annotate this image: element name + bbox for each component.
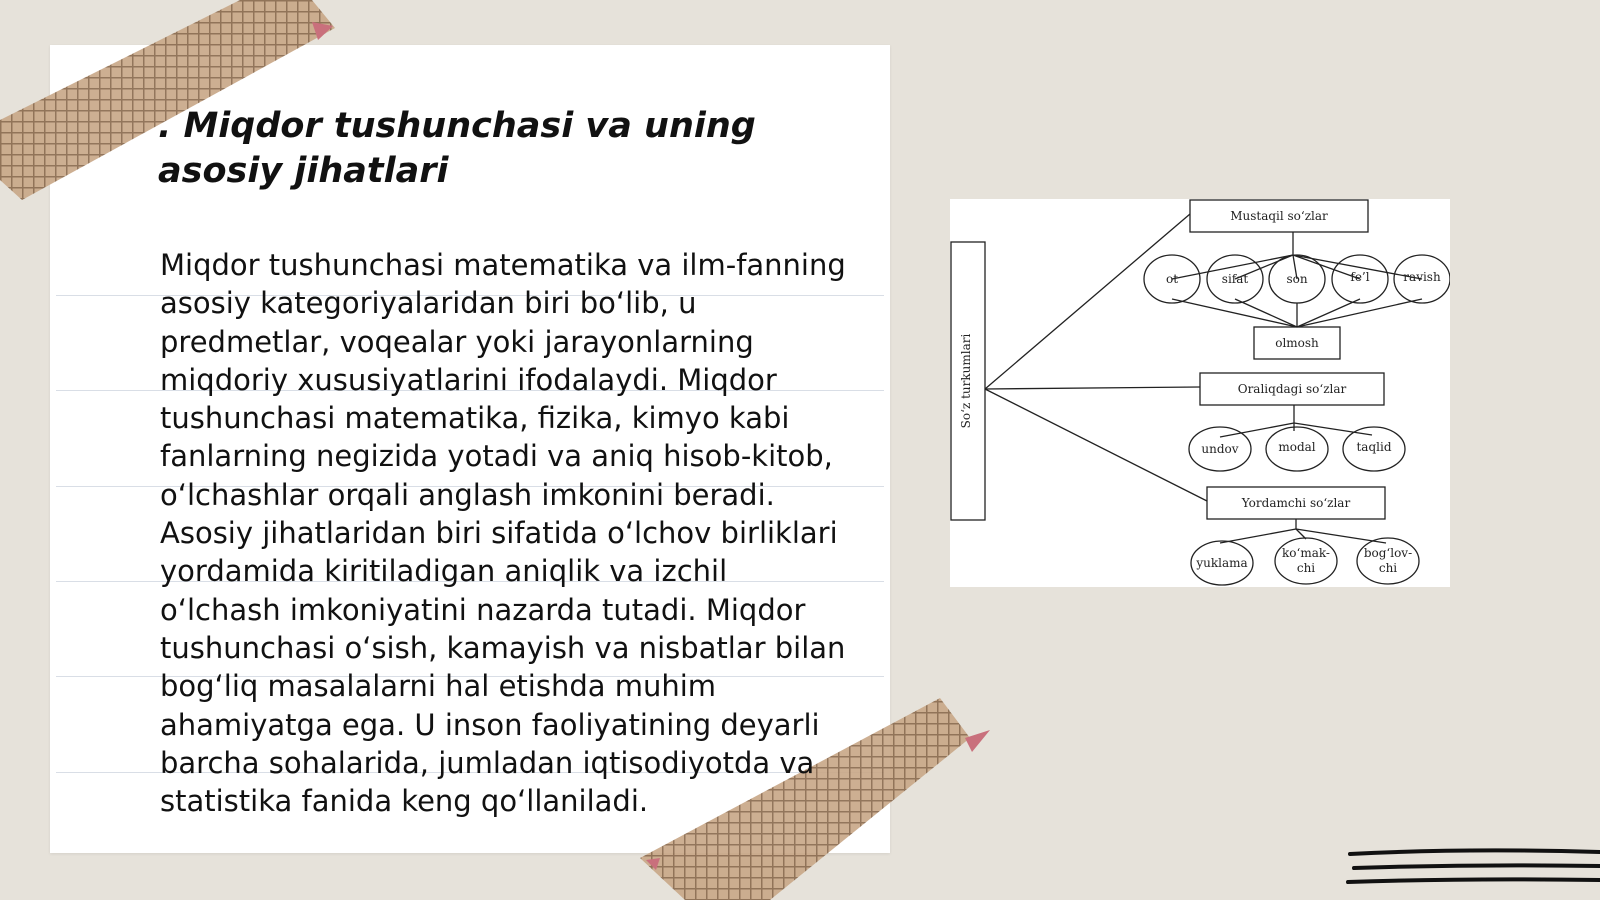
item-son-label: son — [1286, 272, 1308, 286]
item-komakchi-label-line2: chi — [1296, 561, 1316, 575]
item-taqlid-label: taqlid — [1356, 440, 1392, 454]
item-modal-label: modal — [1278, 440, 1316, 454]
item-ravish-label: ravish — [1403, 270, 1441, 284]
item-olmosh-label: olmosh — [1275, 336, 1319, 350]
slide-title: . Miqdor tushunchasi va uning asosiy jihatlari — [158, 106, 756, 191]
yordamchi-label: Yordamchi so‘zlar — [1241, 496, 1351, 510]
oraliq-label: Oraliqdagi so‘zlar — [1237, 382, 1347, 396]
item-boglovchi-label-line1: bog‘lov- — [1363, 546, 1413, 560]
word-classes-diagram — [950, 199, 1450, 587]
mustaqil-label: Mustaqil so‘zlar — [1230, 209, 1328, 223]
item-fel-label: fe’l — [1350, 270, 1370, 284]
brush-stroke-decoration — [1346, 846, 1600, 892]
item-ot-label: ot — [1165, 272, 1179, 286]
item-yuklama-label: yuklama — [1196, 556, 1248, 570]
diagram-canvas — [950, 199, 1450, 587]
slide-body-text: Miqdor tushunchasi matematika va ilm-fanning asosiy kategoriyalaridan biri bo‘lib, u predmetlar, voqealar yoki jarayonlarning miqdoriy xususiyatlarini ifodalaydi. Miqdor tushunchasi matematika, fizika, kimyo kabi fanlarning negizida yotadi va aniq hisob-kitob, o‘lchashlar orqali anglash imkonini beradi. Asosiy jihatlaridan biri sifatida o‘lchov birliklari yordamida kiritiladigan aniqlik va izchil o‘lchash imkoniyatini nazarda tutadi. Miqdor tushunchasi o‘sish, kamayish va nisbatlar bilan bog‘liq masalalarni hal etishda muhim ahamiyatga ega. U inson faoliyatining deyarli barcha sohalarida, jumladan iqtisodiyotda va statistika fanida keng qo‘llaniladi. — [160, 248, 846, 819]
item-undov-label: undov — [1201, 442, 1239, 456]
item-komakchi-label-line1: ko‘mak- — [1282, 546, 1330, 560]
root-label: So‘z turkumlari — [959, 333, 973, 429]
item-sifat-label: sifat — [1221, 272, 1249, 286]
item-boglovchi-label-line2: chi — [1378, 561, 1398, 575]
